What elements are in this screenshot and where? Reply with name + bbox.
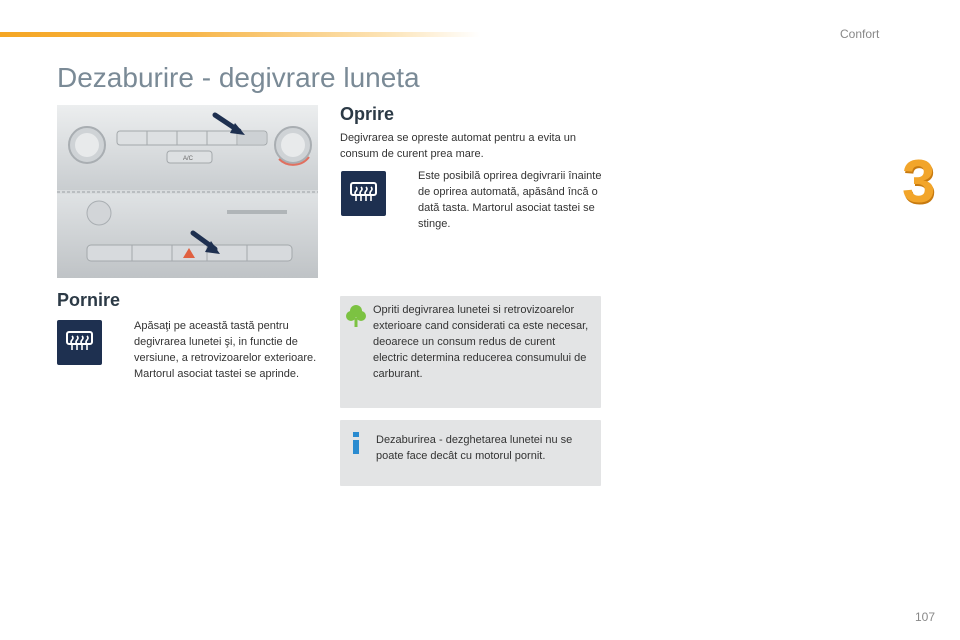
oprire-bullet-text: Este posibilă oprirea degivrarii înainte de oprirea automată, apăsând încă o dată tasta. Martorul asociat tastei se stinge. [418, 170, 602, 230]
pornire-bullet [134, 318, 319, 382]
info-icon [350, 432, 362, 454]
svg-text:A/C: A/C [183, 156, 194, 162]
heading-oprire: Oprire [340, 104, 395, 124]
rear-defrost-button-pornire [57, 320, 102, 365]
pornire-bullet-text: Apăsaţi pe această tastă pentru degivrarea lunetei şi, in functie de versiune, a retrovizoarelor exterioare. Martorul asociat tastei se aprinde. [134, 320, 317, 380]
eco-note [340, 296, 601, 408]
info-note-text: Dezaburirea - dezghetarea lunetei nu se poate face decât cu motorul pornit. [376, 434, 573, 462]
tree-icon [346, 304, 366, 328]
oprire-intro: Degivrarea se opreste automat pentru a evita un consum de curent prea mare. [340, 132, 577, 160]
rear-defrost-icon [65, 329, 94, 356]
page-number: 107 [915, 610, 936, 624]
page-title: Dezaburire - degivrare luneta [57, 62, 420, 93]
eco-note-text: Opriti degivrarea lunetei si retrovizoarelor exterioare cand considerati ca este necesar, deoarece un consum redus de curent electric determina reducerea consumului de carburant. [373, 304, 589, 380]
section-label: Confort [840, 27, 880, 41]
chapter-number: 3 [902, 148, 936, 215]
header-accent-bar [0, 32, 480, 37]
rear-defrost-button-oprire [341, 171, 386, 216]
heading-pornire: Pornire [57, 290, 121, 310]
info-note [340, 420, 601, 486]
oprire-bullet [418, 168, 603, 232]
rear-defrost-icon [349, 180, 378, 207]
dashboard-photo [57, 105, 318, 278]
